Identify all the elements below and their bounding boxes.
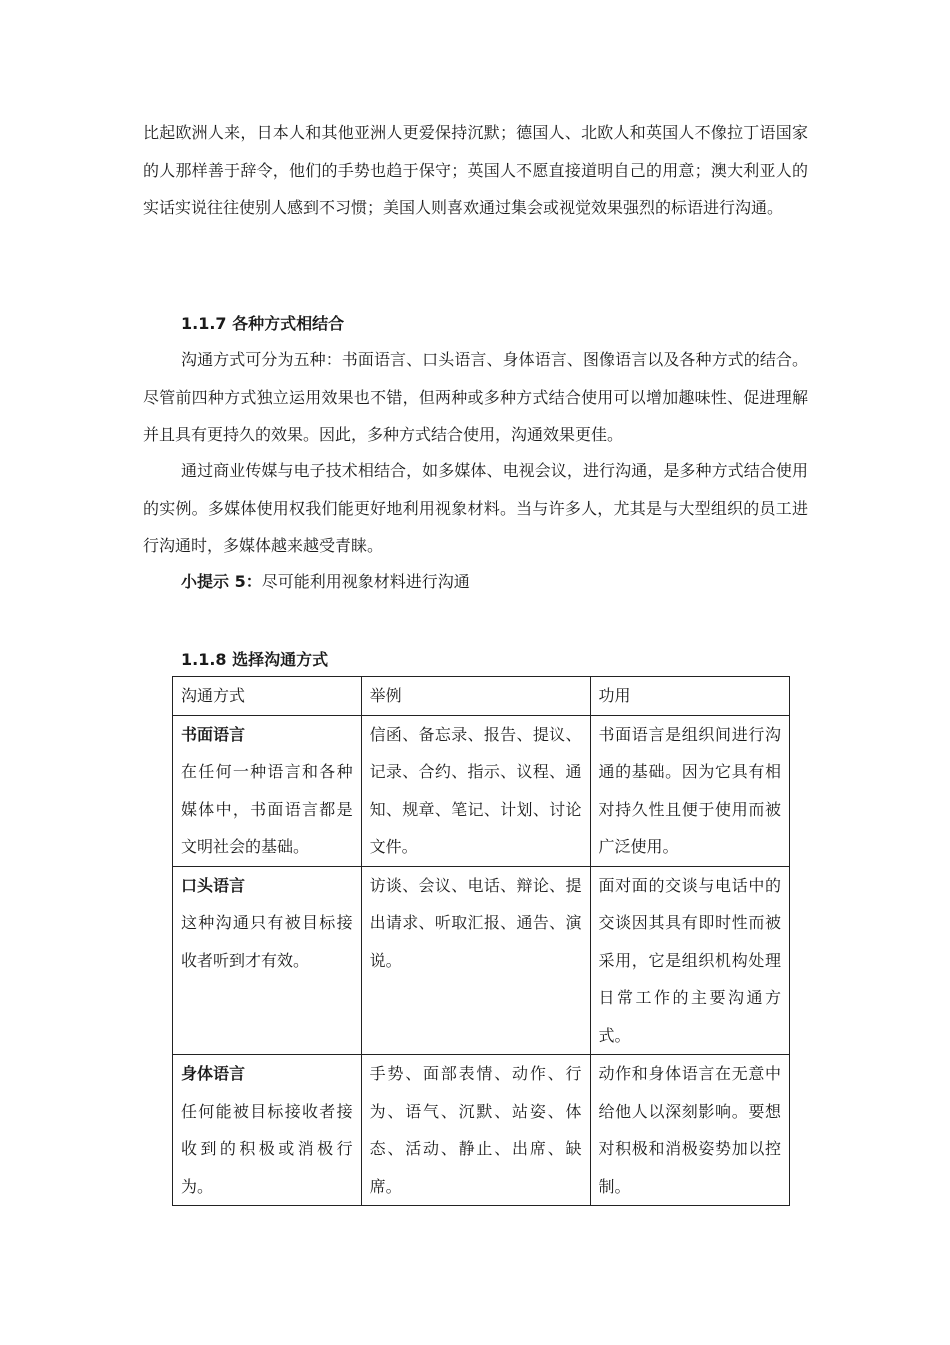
table-row (173, 715, 790, 866)
section-heading-1-1-8: 1.1.8 选择沟通方式 (181, 650, 329, 669)
method-cell (173, 715, 362, 866)
method-description: 在任何一种语言和各种媒体中，书面语言都是文明社会的基础。 (181, 762, 353, 856)
examples-cell: 信函、备忘录、报告、提议、记录、合约、指示、议程、通知、规章、笔记、计划、讨论文件。 (361, 715, 590, 866)
table-row (173, 1055, 790, 1206)
tip-text: 尽可能利用视象材料进行沟通 (261, 572, 470, 591)
table-header-row (173, 677, 790, 716)
section-1-1-7-paragraph-2: 通过商业传媒与电子技术相结合，如多媒体、电视会议，进行沟通，是多种方式结合使用的实例。多媒体使用权我们能更好地利用视象材料。当与许多人，尤其是与大型组织的员工进行沟通时，多媒体越来越受青睐。 (143, 461, 808, 555)
method-title: 口头语言 (181, 875, 246, 895)
examples-cell: 手势、面部表情、动作、行为、语气、沉默、站姿、体态、活动、静止、出席、缺席。 (361, 1055, 590, 1206)
method-cell (173, 1055, 362, 1206)
function-cell: 书面语言是组织间进行沟通的基础。因为它具有相对持久性且便于使用而被广泛使用。 (590, 715, 790, 866)
column-header-examples: 举例 (361, 677, 590, 716)
column-header-function: 功用 (590, 677, 790, 716)
function-cell: 面对面的交谈与电话中的交谈因其具有即时性而被采用，它是组织机构处理日常工作的主要沟通方式。 (590, 866, 790, 1055)
section-1-1-7-paragraph-1: 沟通方式可分为五种：书面语言、口头语言、身体语言、图像语言以及各种方式的结合。尽管前四种方式独立运用效果也不错，但两种或多种方式结合使用可以增加趣味性、促进理解并且具有更持久的效果。因此，多种方式结合使用，沟通效果更佳。 (143, 350, 808, 444)
table-row (173, 866, 790, 1055)
function-cell: 动作和身体语言在无意中给他人以深刻影响。要想对积极和消极姿势加以控制。 (590, 1055, 790, 1206)
intro-paragraph: 比起欧洲人来，日本人和其他亚洲人更爱保持沉默；德国人、北欧人和英国人不像拉丁语国家的人那样善于辞令，他们的手势也趋于保守；英国人不愿直接道明自己的用意；澳大利亚人的实话实说往往使别人感到不习惯；美国人则喜欢通过集会或视觉效果强烈的标语进行沟通。 (143, 123, 808, 217)
method-description: 这种沟通只有被目标接收者听到才有效。 (181, 913, 353, 970)
method-cell (173, 866, 362, 1055)
column-header-method: 沟通方式 (173, 677, 362, 716)
tip-label: 小提示 5： (181, 572, 262, 591)
section-heading-1-1-7: 1.1.7 各种方式相结合 (181, 314, 345, 333)
method-title: 身体语言 (181, 1064, 246, 1083)
method-description: 任何能被目标接收者接收到的积极或消极行为。 (181, 1101, 353, 1196)
tip-line (181, 570, 470, 594)
communication-methods-table (172, 676, 790, 1206)
examples-cell: 访谈、会议、电话、辩论、提出请求、听取汇报、通告、演说。 (361, 866, 590, 1055)
method-title: 书面语言 (181, 724, 246, 744)
